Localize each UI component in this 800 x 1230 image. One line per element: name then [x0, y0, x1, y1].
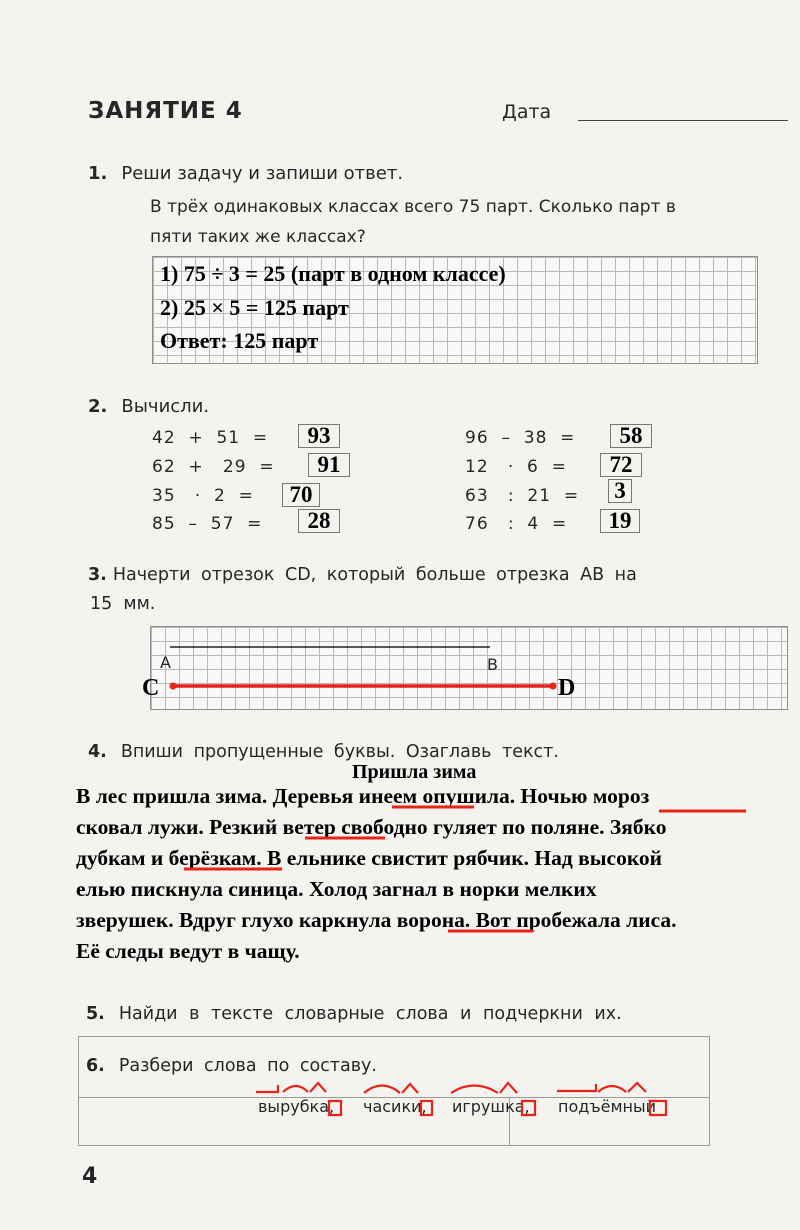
- parse-word-4: подъёмный: [558, 1097, 657, 1116]
- equation-left-2: 62 + 29 =: [152, 457, 275, 477]
- equation-right-3: 63 : 21 =: [465, 486, 580, 506]
- equation-right-2: 12 · 6 =: [465, 457, 567, 477]
- ending-box-1: [329, 1101, 341, 1115]
- label-c: C: [142, 675, 160, 701]
- root-arc-1: [283, 1086, 308, 1092]
- suffix-mark-1: [310, 1083, 326, 1092]
- equation-right-1: 96 – 38 =: [465, 428, 576, 448]
- essay-line-3: дубкам и берёзкам. В ельнике свистит рябчик. Над высокой: [76, 846, 663, 870]
- task5-number: 5.: [86, 1004, 105, 1024]
- essay-line-6: Её следы ведут в чащу.: [76, 939, 300, 963]
- root-arc-3: [451, 1086, 498, 1094]
- task2-instruction-text: Вычисли.: [121, 396, 210, 417]
- suffix-mark-4: [628, 1083, 646, 1092]
- essay-line-5: зверушек. Вдруг глухо каркнула ворона. Вот пробежала лиса.: [76, 908, 677, 932]
- task1-solution-line1: 1) 75 ÷ 3 = 25 (парт в одном классе): [160, 261, 506, 286]
- answer-box-left-1[interactable]: 93: [298, 424, 340, 448]
- task4-number: 4.: [88, 742, 107, 762]
- task3-instruction-text: Начерти отрезок CD, который больше отрезка AB на: [112, 565, 637, 585]
- answer-box-left-4[interactable]: 28: [298, 509, 340, 533]
- answer-box-right-1[interactable]: 58: [610, 424, 652, 448]
- root-arc-2: [364, 1086, 400, 1094]
- task1-problem-line2: пяти таких же классах?: [150, 227, 366, 247]
- equation-left-3: 35 · 2 =: [152, 486, 254, 506]
- equation-left-1: 42 + 51 =: [152, 428, 269, 448]
- ending-box-4: [650, 1101, 666, 1115]
- task1-problem-line1: В трёх одинаковых классах всего 75 парт. Сколько парт в: [150, 197, 676, 217]
- ending-box-3: [522, 1101, 535, 1115]
- label-d: D: [558, 675, 576, 701]
- label-b: B: [487, 655, 498, 674]
- task1-instruction-text: Реши задачу и запиши ответ.: [121, 163, 404, 184]
- suffix-mark-2: [402, 1084, 418, 1093]
- lesson-title: ЗАНЯТИЕ 4: [88, 98, 243, 124]
- prefix-mark-4: [557, 1084, 596, 1091]
- ending-box-2: [421, 1101, 432, 1115]
- task1-number: 1.: [88, 163, 108, 184]
- suffix-mark-3: [500, 1083, 517, 1093]
- date-label: Дата: [502, 101, 552, 123]
- parse-word-3: игрушка,: [452, 1097, 530, 1116]
- page-number: 4: [82, 1164, 98, 1189]
- answer-box-right-3[interactable]: 3: [608, 479, 632, 503]
- prefix-mark-1: [256, 1085, 278, 1092]
- parse-word-1: вырубка,: [258, 1097, 335, 1116]
- answer-box-left-2[interactable]: 91: [308, 453, 350, 477]
- task4-instruction-text: Впиши пропущенные буквы. Озаглавь текст.: [120, 742, 559, 762]
- label-a: A: [160, 653, 171, 672]
- task6-number: 6.: [86, 1056, 105, 1076]
- task5-instruction-text: Найди в тексте словарные слова и подчеркни их.: [118, 1004, 622, 1024]
- parse-word-2: часики,: [363, 1097, 427, 1116]
- essay-line-4: елью пискнула синица. Холод загнал в норки мелких: [76, 877, 597, 901]
- equation-left-4: 85 – 57 =: [152, 514, 263, 534]
- task1-solution-line2: 2) 25 × 5 = 125 парт: [160, 295, 349, 320]
- answer-box-right-4[interactable]: 19: [600, 509, 640, 533]
- task1-solution-answer: Ответ: 125 парт: [160, 328, 319, 353]
- task3-number: 3.: [88, 565, 107, 585]
- task3-instruction-line2: 15 мм.: [90, 594, 156, 614]
- answer-box-right-2[interactable]: 72: [600, 453, 642, 477]
- essay-line-1: В лес пришла зима. Деревья инеем опушила. Ночью мороз: [76, 784, 650, 808]
- equation-right-4: 76 : 4 =: [465, 514, 568, 534]
- essay-title: Пришла зима: [352, 761, 477, 783]
- answer-box-left-3[interactable]: 70: [282, 483, 320, 507]
- root-arc-4: [598, 1086, 626, 1092]
- task2-number: 2.: [88, 396, 108, 417]
- essay-line-2: сковал лужи. Резкий ветер свободно гуляет по поляне. Зябко: [76, 815, 667, 839]
- task6-instruction-text: Разбери слова по составу.: [118, 1056, 377, 1076]
